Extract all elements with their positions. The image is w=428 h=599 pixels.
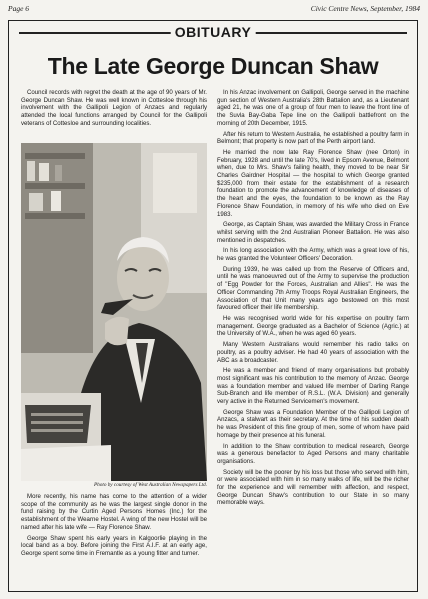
paragraph: More recently, his name has come to the attention of a wider scope of the community as he was the largest single donor in the fund raising by the Curtin Aged Persons Homes (Inc.) for the establishment of the Wearne Hostel. A wing of the new Hostel will be named after his late wife — Ray Florence Shaw. [21, 493, 207, 531]
paragraph: Society will be the poorer by his loss but those who served with him, or were associated with him in so many walks of life, will be the richer for the experience and will remember with affection, and respect, George Duncan Shaw's contribution to our State in so many memorable ways. [217, 468, 409, 507]
portrait-illustration [21, 143, 207, 481]
publication-line: Civic Centre News, September, 1984 [310, 4, 420, 13]
photo-credit: Photo by courtesy of West Australian Newspapers Ltd. [94, 482, 207, 488]
paragraph: George, as Captain Shaw, was awarded the Military Cross in France whilst serving with the 2nd Australian Pioneer Battalion. He was also mentioned in despatches. [217, 221, 409, 244]
paragraph: George Shaw was a Foundation Member of the Gallipoli Legion of Anzacs, a stalwart as their secretary. At the time of his sudden death he was President of this fine group of men, some of whom have paid homage by their presence at his funeral. [217, 408, 409, 439]
portrait-photo [21, 143, 207, 481]
paragraph: He was a member and friend of many organisations but probably most significant was his contribution to the memory of Anzac. George was a foundation member and valued life member of Darling Range Sub-Branch and life member of R.S.L. (W.A. Division) and generally very active in the Returned Servicemen's movement. [217, 367, 409, 406]
page-number: Page 6 [8, 4, 30, 13]
left-column-bottom [21, 493, 207, 561]
paragraph: George Shaw spent his early years in Kalgoorlie playing in the local band as a boy. Before joining the First A.I.F. at an early age, George spent some time in Fremantle as a young fitter and turner. [21, 534, 207, 557]
page-header [8, 4, 420, 16]
right-column [217, 89, 409, 510]
headline: The Late George Duncan Shaw [47, 53, 379, 79]
paragraph: Council records with regret the death at the age of 90 years of Mr. George Duncan Shaw. He was well known in Cottesloe through his involvement with the Gallipoli Legion of Anzacs and regularly attended the local functions arranged by Council for the Gallipoli veterans of Cottesloe and surrounding localities. [21, 89, 207, 127]
paragraph: During 1939, he was called up from the Reserve of Officers and, until he was manoeuvred out of the Army to supervise the production of "Egg Powder for the Forces, Australian and Allies". He was the Officer Commanding 7th Army Troops Royal Australian Engineers, the Association of that Unit many years ago bestowed on this most favoured officer their life membership. [217, 265, 409, 312]
paragraph: After his return to Western Australia, he established a poultry farm in Belmont; that property is now part of the Perth airport land. [217, 130, 409, 146]
section-banner: OBITUARY [171, 24, 256, 40]
paragraph: In his Anzac involvement on Gallipoli, George served in the machine gun section of Western Australia's 28th Battalion and, as a Lieutenant aged 21, he was one of a group of four men to leave the front line of the Suvla Bay-Gaba Tepe line on the Gallipoli battlefront on the morning of 20th December, 1915. [217, 89, 409, 127]
paragraph: He married the now late Ray Florence Shaw (nee Orton) in February, 1928 and until the late 70's, lived in Epsom Avenue, Belmont when, due to Mrs. Shaw's failing health, they moved to be near Sir Charles Gairdner Hospital — the hospital to which George granted $235,000 from their estate for the establishment of a research foundation to promote the advancement of knowledge of diseases of the heart and the eyes, the foundation to be known as the Ray Florence Shaw Foundation, in memory of his wife who died on Eve 1983. [217, 148, 409, 218]
obituary-frame [8, 20, 418, 592]
paragraph: He was recognised world wide for his expertise on poultry farm management. George graduated as a Bachelor of Science (Agric.) at the University of W.A., when he was aged 60 years. [217, 314, 409, 338]
paragraph: In his long association with the Army, which was a great love of his, he was granted the Volunteer Officers' Decoration. [217, 247, 409, 263]
paragraph: In addition to the Shaw contribution to medical research, George was a generous benefactor to Aged Persons and many charitable organisations. [217, 442, 409, 465]
left-column-top [21, 89, 207, 131]
paragraph: Many Western Australians would remember his radio talks on poultry, as a poultry adviser. He had 40 years of association with the ABC as a broadcaster. [217, 341, 409, 364]
